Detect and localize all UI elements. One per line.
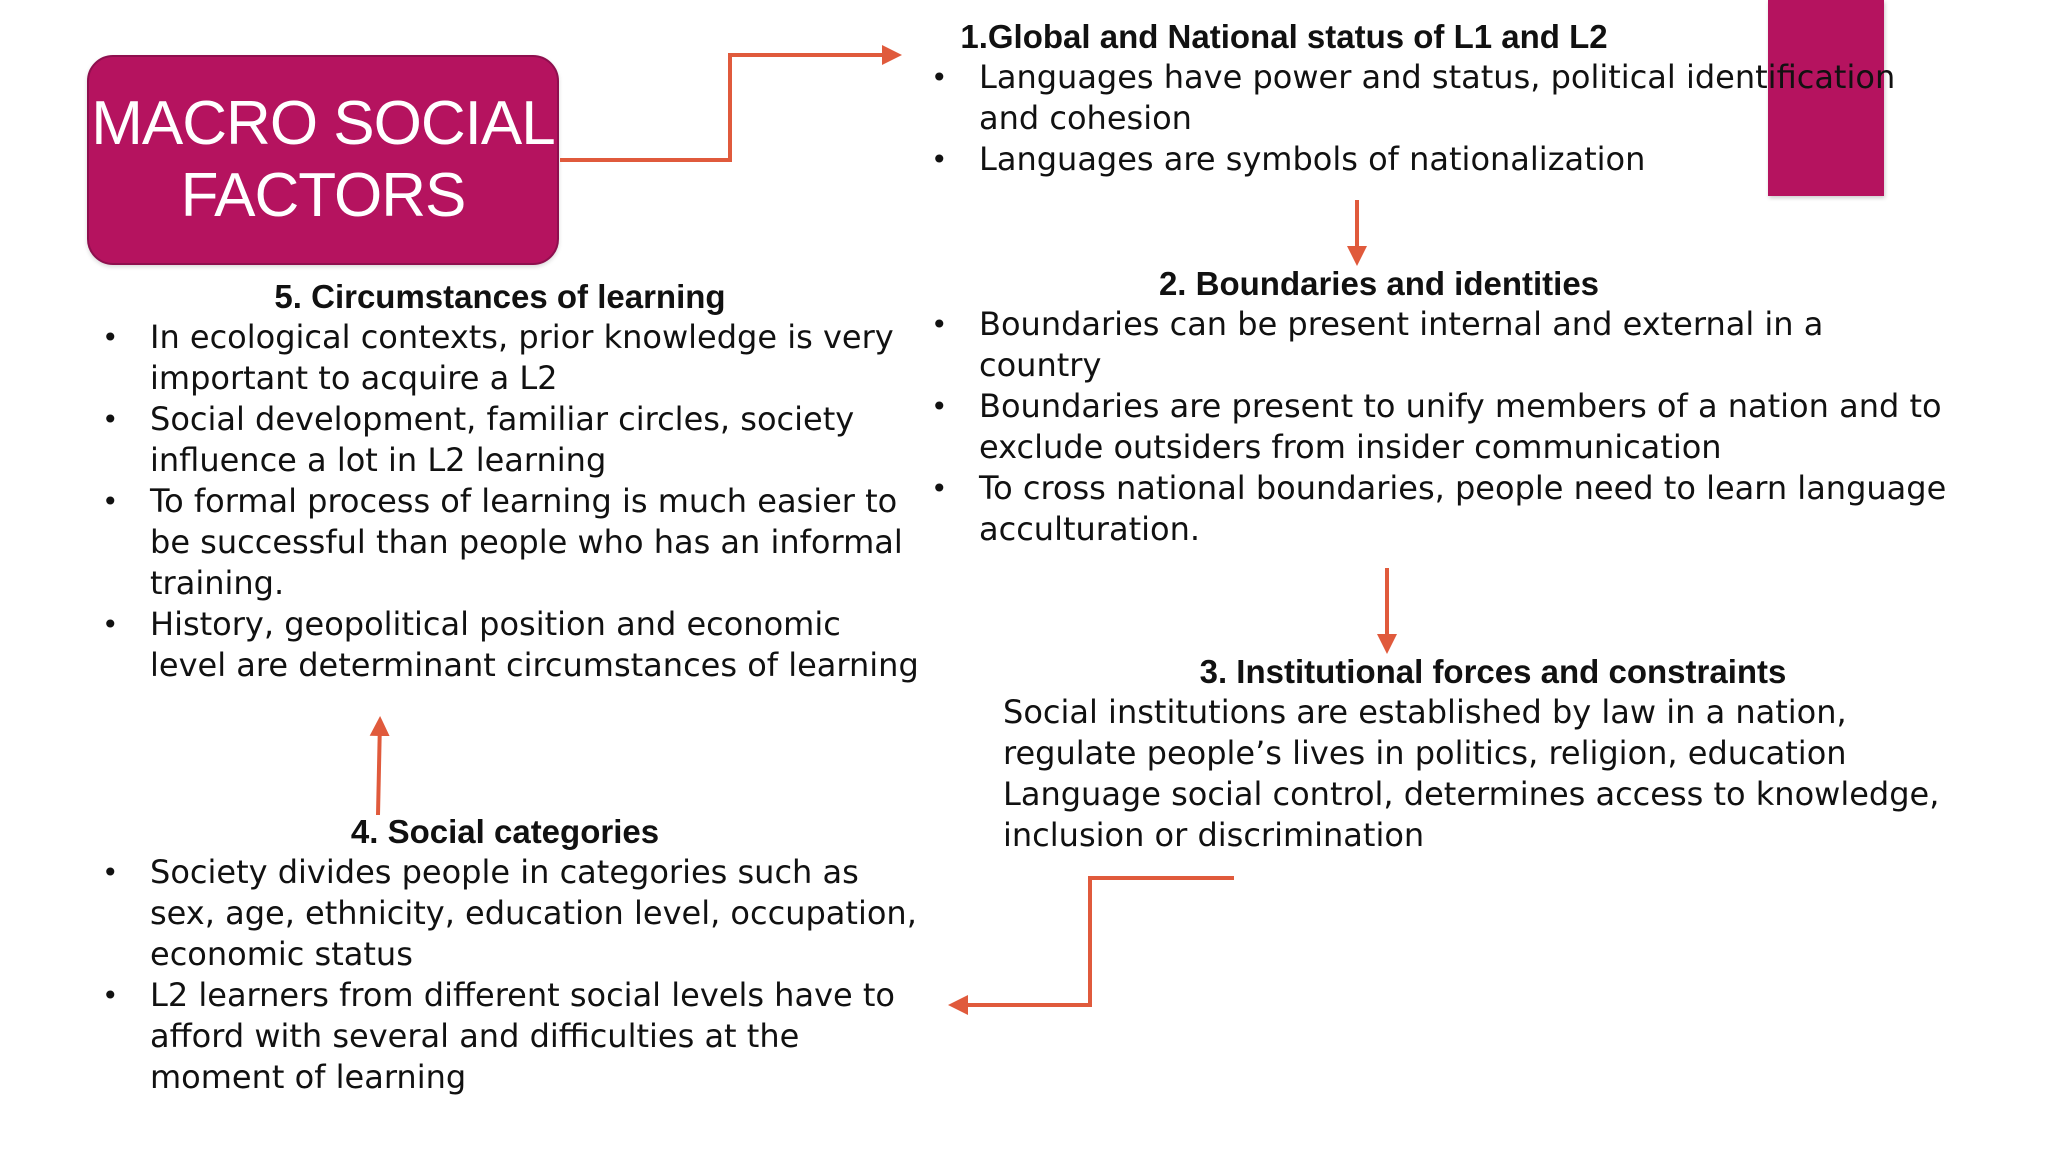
list-item-text: Social development, familiar circles, society influence a lot in L2 learning bbox=[150, 400, 855, 479]
list-item-text: Languages are symbols of nationalization bbox=[979, 140, 1646, 178]
section-3-paragraph: Social institutions are established by law in a nation, regulate people’s lives in politics, religion, education bbox=[1003, 693, 1847, 772]
list-item bbox=[929, 304, 1949, 386]
bullet-icon: • bbox=[931, 143, 948, 176]
list-item-text: Boundaries are present to unify members of a nation and to exclude outsiders from insider communication bbox=[979, 387, 1942, 466]
arrow-title-to-section-1 bbox=[560, 55, 898, 160]
list-item bbox=[100, 481, 920, 604]
bullet-icon: • bbox=[102, 321, 119, 354]
list-item bbox=[929, 139, 1929, 180]
list-item bbox=[100, 399, 920, 481]
section-2-heading: 2. Boundaries and identities bbox=[1158, 265, 1600, 302]
bullet-icon: • bbox=[931, 61, 948, 94]
bullet-icon: • bbox=[931, 390, 948, 423]
list-item bbox=[929, 386, 1949, 468]
section-circumstances-of-learning bbox=[100, 277, 920, 686]
section-5-heading: 5. Circumstances of learning bbox=[274, 278, 726, 315]
section-1-bullet-list bbox=[929, 57, 1929, 180]
section-2-bullet-list bbox=[929, 304, 1949, 550]
list-item-text: L2 learners from different social levels have to afford with several and difficulties at the moment of learning bbox=[150, 976, 895, 1096]
list-item-text: To formal process of learning is much easier to be successful than people who has an informal training. bbox=[150, 482, 903, 602]
section-social-categories bbox=[100, 812, 920, 1098]
section-1-heading: 1.Global and National status of L1 and L2 bbox=[960, 18, 1608, 55]
list-item bbox=[100, 975, 920, 1098]
list-item-text: Boundaries can be present internal and external in a country bbox=[979, 305, 1824, 384]
section-4-bullet-list bbox=[100, 852, 920, 1098]
bullet-icon: • bbox=[931, 308, 948, 341]
arrow-section-4-to-section-5 bbox=[378, 720, 380, 815]
section-5-bullet-list bbox=[100, 317, 920, 686]
bullet-icon: • bbox=[102, 403, 119, 436]
arrow-section-3-to-section-4 bbox=[952, 878, 1234, 1005]
list-item-text: In ecological contexts, prior knowledge is very important to acquire a L2 bbox=[150, 318, 894, 397]
bullet-icon: • bbox=[102, 608, 119, 641]
section-institutional-forces bbox=[1003, 652, 1963, 856]
bullet-icon: • bbox=[931, 472, 948, 505]
bullet-icon: • bbox=[102, 856, 119, 889]
list-item-text: Languages have power and status, political identification and cohesion bbox=[979, 58, 1896, 137]
list-item-text: To cross national boundaries, people need to learn language acculturation. bbox=[979, 469, 1947, 548]
section-global-national-status bbox=[929, 17, 1929, 180]
list-item bbox=[929, 468, 1949, 550]
bullet-icon: • bbox=[102, 979, 119, 1012]
title-text: MACRO SOCIAL FACTORS bbox=[91, 89, 555, 230]
bullet-icon: • bbox=[102, 485, 119, 518]
section-4-heading: 4. Social categories bbox=[350, 813, 660, 850]
section-boundaries-identities bbox=[929, 264, 1949, 550]
list-item bbox=[929, 57, 1929, 139]
section-3-heading: 3. Institutional forces and constraints bbox=[1199, 653, 1787, 690]
section-3-paragraph: Language social control, determines access to knowledge, inclusion or discrimination bbox=[1003, 775, 1940, 854]
list-item-text: Society divides people in categories such as sex, age, ethnicity, education level, occupation, economic status bbox=[150, 853, 917, 973]
list-item bbox=[100, 317, 920, 399]
list-item-text: History, geopolitical position and economic level are determinant circumstances of learning bbox=[150, 605, 919, 684]
list-item bbox=[100, 604, 920, 686]
list-item bbox=[100, 852, 920, 975]
